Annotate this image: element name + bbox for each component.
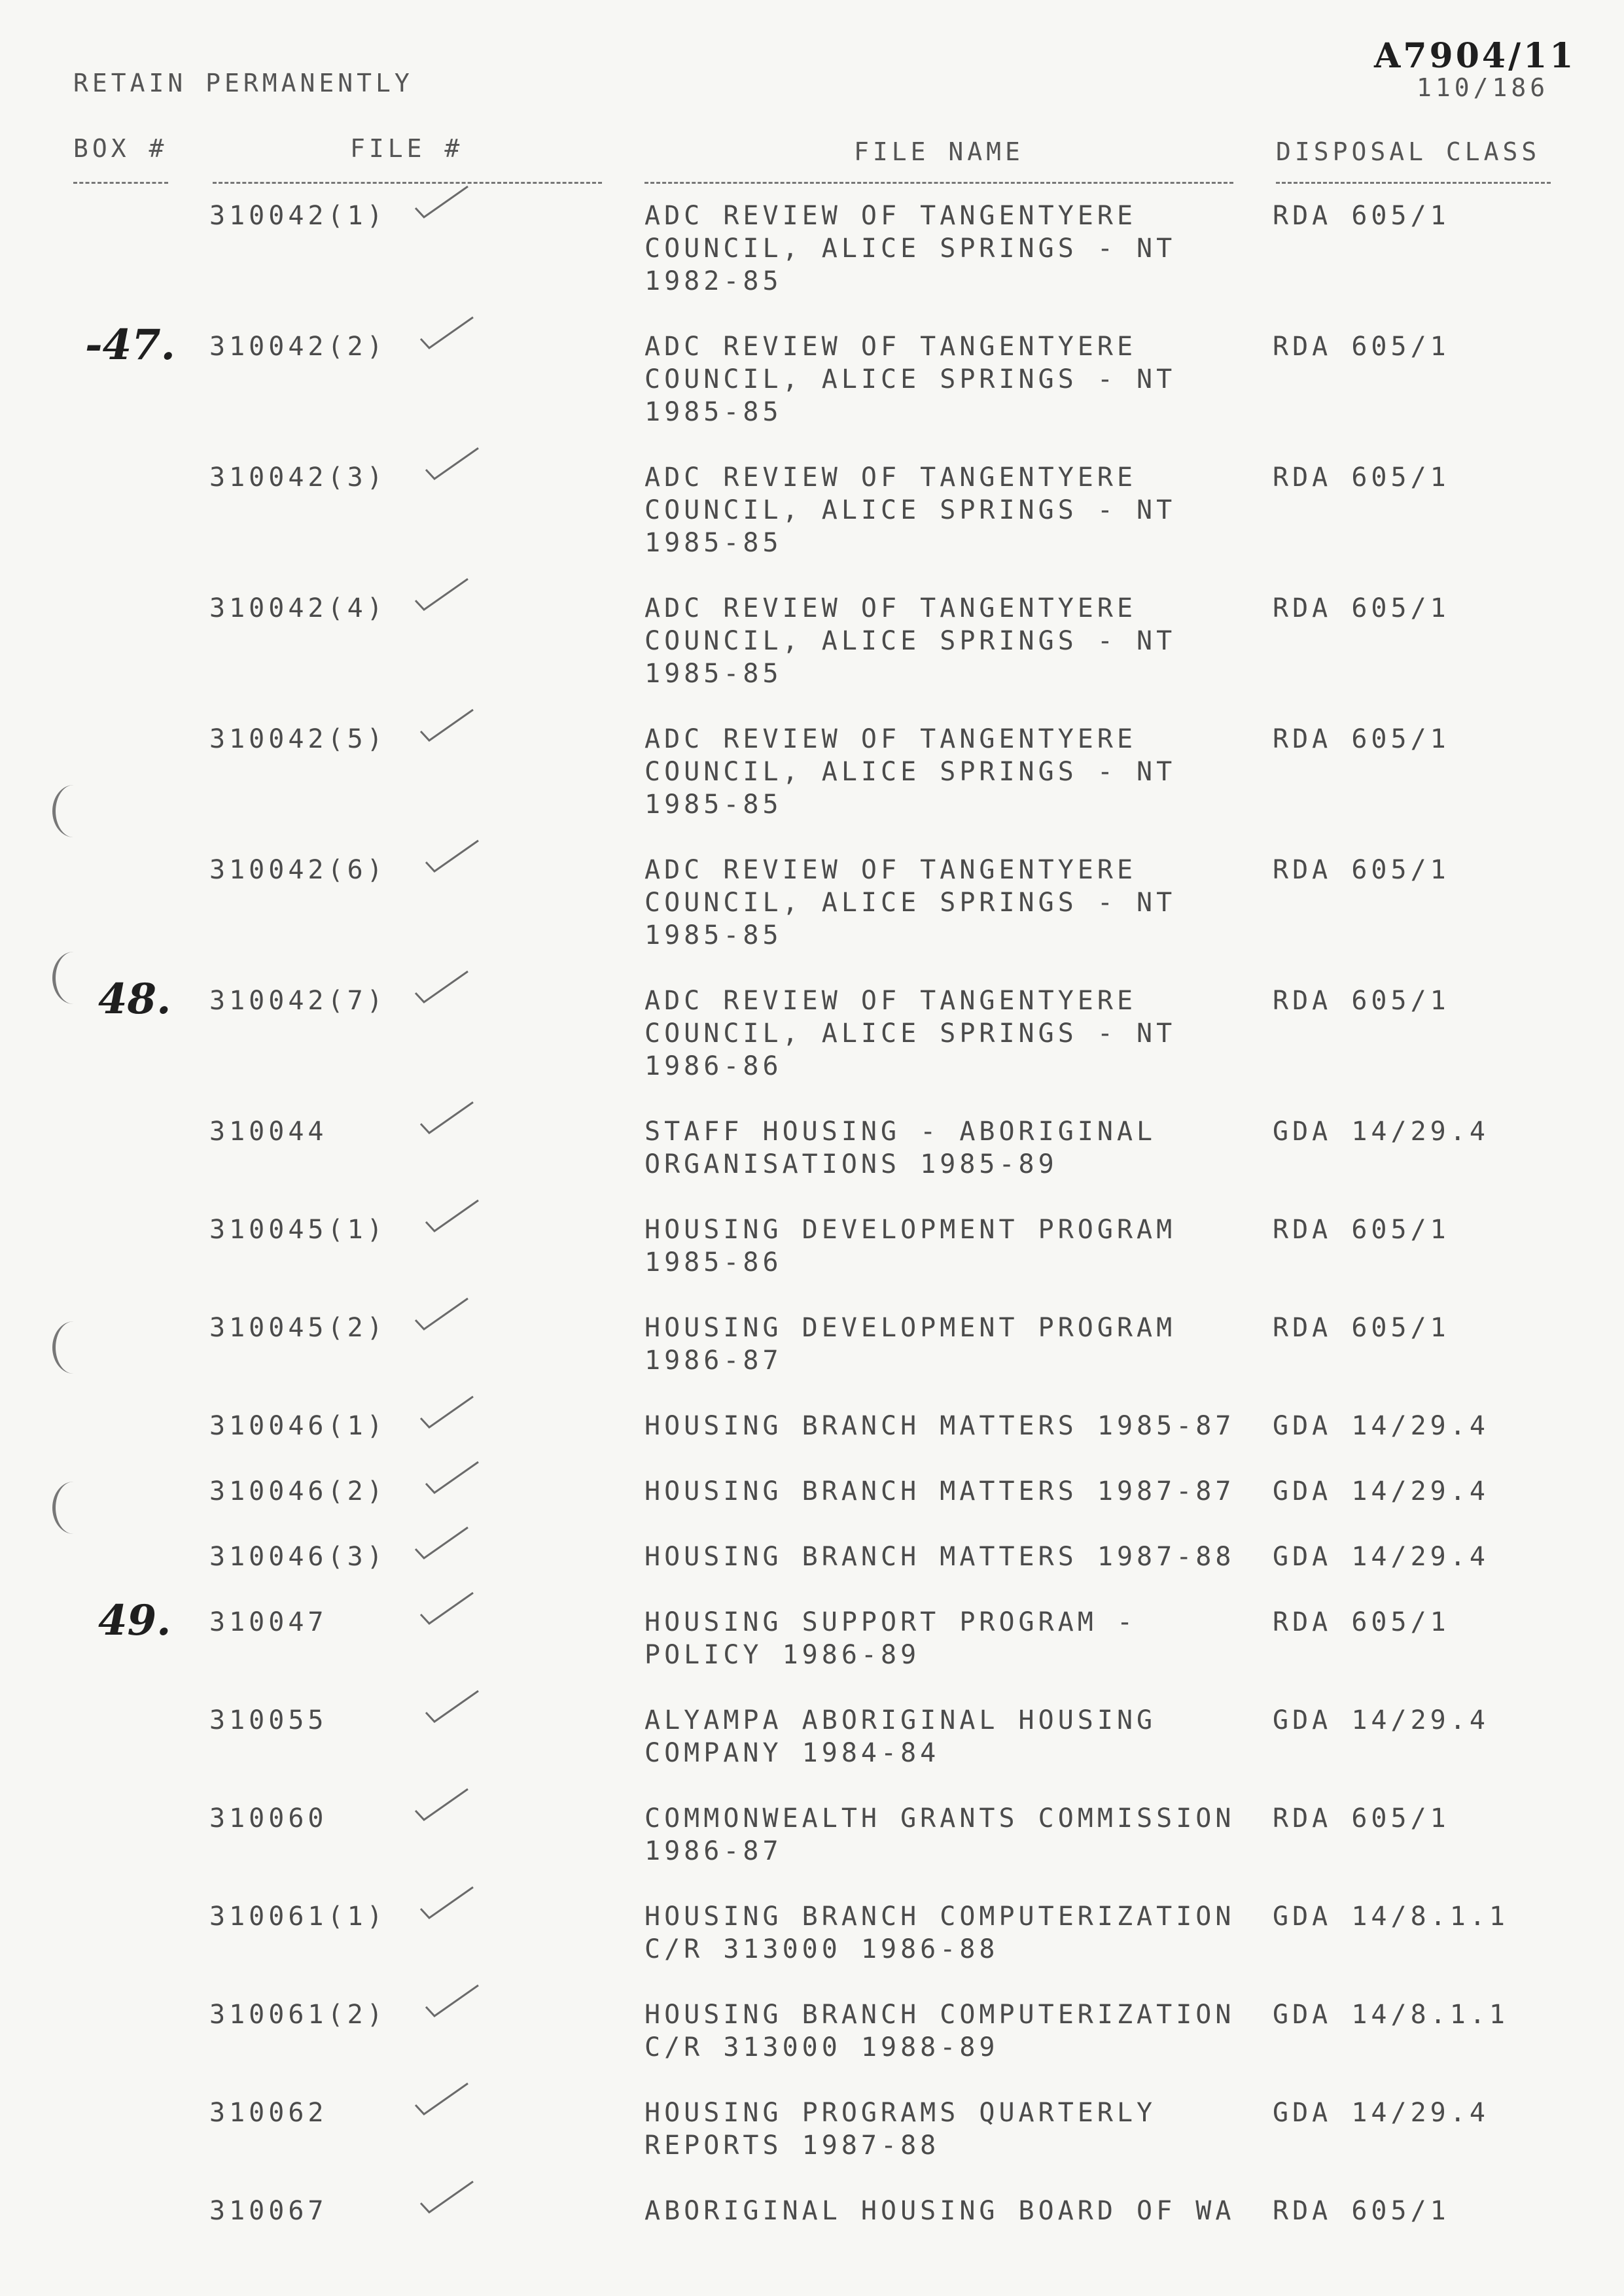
file-name-line: ORGANISATIONS 1985-89 (644, 1149, 1058, 1179)
check-mark-icon (417, 1884, 476, 1923)
batch-number: 110/186 (1417, 73, 1549, 102)
file-name (644, 2195, 1235, 2227)
disposal-class: RDA 605/1 (1273, 201, 1450, 231)
file-name (644, 461, 1176, 559)
file-number: 310042(6) (209, 855, 387, 885)
disposal-class: RDA 605/1 (1273, 724, 1450, 754)
file-number: 310042(3) (209, 462, 387, 493)
file-name (644, 1540, 1235, 1573)
file-name (644, 200, 1176, 298)
file-name (644, 330, 1176, 428)
check-mark-icon (417, 1099, 476, 1138)
file-name-line: 1986-87 (644, 1346, 783, 1376)
file-name-line: HOUSING PROGRAMS QUARTERLY (644, 2098, 1157, 2128)
file-name-line: ALYAMPA ABORIGINAL HOUSING (644, 1705, 1157, 1735)
file-name-line: HOUSING BRANCH MATTERS 1987-88 (644, 1542, 1235, 1572)
file-name-line: ADC REVIEW OF TANGENTYERE (644, 593, 1137, 623)
check-mark-icon (423, 1459, 482, 1498)
check-mark-icon (423, 1688, 482, 1727)
file-name-line: ADC REVIEW OF TANGENTYERE (644, 332, 1137, 362)
file-name (644, 1704, 1156, 1769)
file-name-line: 1985-86 (644, 1247, 783, 1278)
file-name (644, 1802, 1235, 1868)
disposal-class: RDA 605/1 (1273, 462, 1450, 493)
column-header-disposal: DISPOSAL CLASS (1276, 137, 1541, 166)
file-name-line: ADC REVIEW OF TANGENTYERE (644, 855, 1137, 885)
file-name (644, 1115, 1156, 1181)
file-name-line: 1986-86 (644, 1051, 783, 1081)
file-name-line: ADC REVIEW OF TANGENTYERE (644, 462, 1137, 493)
disposal-class: RDA 605/1 (1273, 593, 1450, 623)
file-name-line: C/R 313000 1986-88 (644, 1934, 999, 1964)
disposal-class: RDA 605/1 (1273, 855, 1450, 885)
header-rule-name (644, 182, 1233, 184)
file-number: 310067 (209, 2196, 328, 2226)
check-mark-icon (417, 2178, 476, 2218)
file-name (644, 592, 1176, 690)
file-number: 310062 (209, 2098, 328, 2128)
file-name-line: ADC REVIEW OF TANGENTYERE (644, 724, 1137, 754)
file-name-line: ADC REVIEW OF TANGENTYERE (644, 986, 1137, 1016)
file-number: 310046(2) (209, 1476, 387, 1506)
check-mark-icon (417, 1590, 476, 1629)
file-name-line: 1985-85 (644, 790, 783, 820)
file-name-line: 1985-85 (644, 659, 783, 689)
file-name-line: HOUSING BRANCH COMPUTERIZATION (644, 1902, 1235, 1932)
header-rule-file (213, 182, 602, 184)
disposal-class: GDA 14/8.1.1 (1273, 2000, 1509, 2030)
file-name-line: COMMONWEALTH GRANTS COMMISSION (644, 1803, 1235, 1834)
check-mark-icon (417, 1393, 476, 1433)
check-mark-icon (412, 2080, 471, 2119)
disposal-class: RDA 605/1 (1273, 2196, 1450, 2226)
check-mark-icon (417, 314, 476, 353)
check-mark-icon (412, 968, 471, 1007)
file-number: 310060 (209, 1803, 328, 1834)
disposal-class: GDA 14/29.4 (1273, 1705, 1489, 1735)
disposal-class: GDA 14/8.1.1 (1273, 1902, 1509, 1932)
file-name-line: HOUSING DEVELOPMENT PROGRAM (644, 1215, 1176, 1245)
check-mark-icon (423, 1197, 482, 1236)
file-name-line: HOUSING BRANCH MATTERS 1985-87 (644, 1411, 1235, 1441)
file-number: 310045(1) (209, 1215, 387, 1245)
disposal-class: RDA 605/1 (1273, 986, 1450, 1016)
file-name-line: 1985-85 (644, 920, 783, 950)
file-name (644, 723, 1176, 821)
disposal-class: RDA 605/1 (1273, 1607, 1450, 1637)
disposal-class: GDA 14/29.4 (1273, 2098, 1489, 2128)
file-name (644, 1998, 1235, 2064)
retain-label: RETAIN PERMANENTLY (73, 69, 414, 97)
file-name-line: COUNCIL, ALICE SPRINGS - NT (644, 757, 1176, 787)
file-name-line: HOUSING BRANCH MATTERS 1987-87 (644, 1476, 1235, 1506)
file-name-line: ABORIGINAL HOUSING BOARD OF WA (644, 2196, 1235, 2226)
file-name-line: STAFF HOUSING - ABORIGINAL (644, 1117, 1157, 1147)
file-number: 310042(4) (209, 593, 387, 623)
disposal-class: RDA 605/1 (1273, 1803, 1450, 1834)
file-name-line: POLICY 1986-89 (644, 1640, 921, 1670)
file-number: 310047 (209, 1607, 328, 1637)
column-header-file: FILE # (350, 134, 464, 163)
box-number-handwritten: 49. (98, 1596, 171, 1645)
file-name (644, 1312, 1176, 1377)
file-name-line: 1986-87 (644, 1836, 783, 1866)
disposal-class: RDA 605/1 (1273, 1215, 1450, 1245)
check-mark-icon (412, 183, 471, 222)
binder-hole (52, 1321, 95, 1374)
file-name (644, 2096, 1156, 2162)
file-name-line: HOUSING SUPPORT PROGRAM - (644, 1607, 1137, 1637)
disposal-class: GDA 14/29.4 (1273, 1411, 1489, 1441)
file-name-line: REPORTS 1987-88 (644, 2131, 940, 2161)
check-mark-icon (412, 1524, 471, 1563)
file-name (644, 1900, 1235, 1966)
file-name-line: 1985-85 (644, 528, 783, 558)
file-name-line: ADC REVIEW OF TANGENTYERE (644, 201, 1137, 231)
column-header-name: FILE NAME (854, 137, 1024, 166)
box-number-handwritten: -47. (85, 321, 175, 370)
header-rule-box (73, 182, 168, 184)
file-number: 310046(3) (209, 1542, 387, 1572)
check-mark-icon (423, 1982, 482, 2021)
file-number: 310046(1) (209, 1411, 387, 1441)
file-name-line: 1982-85 (644, 266, 783, 296)
disposal-class: GDA 14/29.4 (1273, 1117, 1489, 1147)
file-name (644, 854, 1176, 952)
column-header-box: BOX # (73, 134, 168, 163)
file-name-line: 1985-85 (644, 397, 783, 427)
file-name-line: COUNCIL, ALICE SPRINGS - NT (644, 1018, 1176, 1049)
file-number: 310042(7) (209, 986, 387, 1016)
binder-hole (52, 1482, 95, 1534)
file-name (644, 1213, 1176, 1279)
file-name-line: COUNCIL, ALICE SPRINGS - NT (644, 495, 1176, 525)
file-name (644, 1606, 1137, 1671)
check-mark-icon (412, 1786, 471, 1825)
file-number: 310055 (209, 1705, 328, 1735)
file-name-line: COUNCIL, ALICE SPRINGS - NT (644, 234, 1176, 264)
box-number-handwritten: 48. (98, 975, 171, 1024)
file-number: 310061(1) (209, 1902, 387, 1932)
binder-hole (52, 952, 95, 1004)
file-name-line: COUNCIL, ALICE SPRINGS - NT (644, 364, 1176, 394)
file-name-line: HOUSING BRANCH COMPUTERIZATION (644, 2000, 1235, 2030)
check-mark-icon (417, 706, 476, 746)
file-name (644, 1410, 1235, 1442)
file-name-line: COUNCIL, ALICE SPRINGS - NT (644, 626, 1176, 656)
file-name-line: C/R 313000 1988-89 (644, 2032, 999, 2062)
file-name-line: HOUSING DEVELOPMENT PROGRAM (644, 1313, 1176, 1343)
file-number: 310042(1) (209, 201, 387, 231)
file-number: 310042(5) (209, 724, 387, 754)
check-mark-icon (423, 837, 482, 877)
file-name-line: COMPANY 1984-84 (644, 1738, 940, 1768)
check-mark-icon (423, 445, 482, 484)
file-name (644, 1475, 1235, 1508)
disposal-class: GDA 14/29.4 (1273, 1542, 1489, 1572)
file-number: 310044 (209, 1117, 328, 1147)
file-number: 310042(2) (209, 332, 387, 362)
check-mark-icon (412, 1295, 471, 1334)
binder-hole (52, 785, 95, 837)
disposal-class: GDA 14/29.4 (1273, 1476, 1489, 1506)
file-number: 310061(2) (209, 2000, 387, 2030)
file-name (644, 984, 1176, 1083)
file-number: 310045(2) (209, 1313, 387, 1343)
file-name-line: COUNCIL, ALICE SPRINGS - NT (644, 888, 1176, 918)
disposal-class: RDA 605/1 (1273, 332, 1450, 362)
disposal-class: RDA 605/1 (1273, 1313, 1450, 1343)
check-mark-icon (412, 576, 471, 615)
handwritten-reference: A7904/11 (1374, 36, 1576, 76)
header-rule-disposal (1276, 182, 1551, 184)
